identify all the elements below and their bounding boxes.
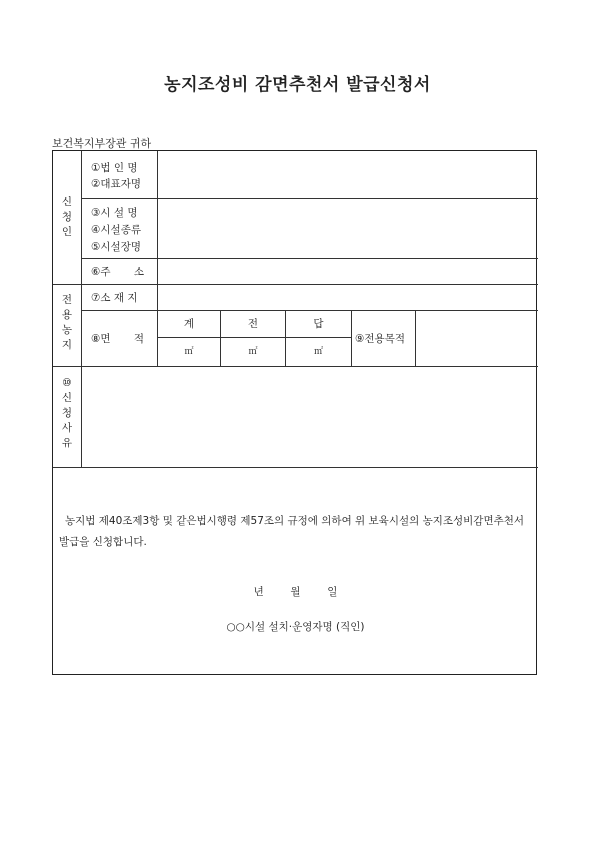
address-label: ⑥주 소: [91, 266, 145, 278]
addressee: 보건복지부장관 귀하: [52, 137, 152, 150]
facility-head-label: ⑤시설장명: [91, 241, 141, 253]
area-paddy-header: 답: [313, 318, 324, 330]
facility-type-label: ④시설종류: [91, 224, 141, 236]
facility-name-label: ③시 설 명: [91, 207, 138, 219]
reason-field[interactable]: [82, 367, 536, 466]
application-form: [52, 150, 537, 675]
area-label: ⑧면 적: [91, 333, 145, 345]
date-line[interactable]: 년 월 일: [253, 586, 338, 598]
area-field-unit[interactable]: ㎡: [248, 347, 258, 357]
facility-info-field[interactable]: [158, 199, 536, 257]
purpose-label: ⑨전용목적: [355, 333, 405, 345]
page-title: 농지조성비 감면추천서 발급신청서: [164, 75, 431, 95]
signature-line[interactable]: ○○시설 설치·운영자명 (직인): [226, 621, 365, 633]
corp-rep-name-field[interactable]: [158, 152, 536, 197]
corp-name-label: ①법 인 명: [91, 162, 138, 174]
reason-section-label: ⑩ 신 청 사 유: [61, 377, 73, 449]
area-total-header: 계: [183, 318, 195, 330]
application-statement: 농지법 제40조제3항 및 같은법시행령 제57조의 규정에 의하여 위 보육시설의 농지조성비감면추천서 발급을 신청합니다.: [59, 515, 525, 548]
area-total-unit[interactable]: ㎡: [184, 347, 194, 357]
purpose-field[interactable]: [416, 311, 536, 365]
farmland-section-label: 전 용 농 지: [61, 294, 73, 351]
rep-name-label: ②대표자명: [91, 178, 141, 190]
area-field-header: 전: [247, 318, 259, 330]
location-field[interactable]: [158, 285, 536, 309]
applicant-section-label: 신 청 인: [61, 196, 73, 238]
area-paddy-unit[interactable]: ㎡: [313, 347, 323, 357]
location-label: ⑦소 재 지: [91, 292, 138, 304]
address-field[interactable]: [158, 259, 536, 283]
